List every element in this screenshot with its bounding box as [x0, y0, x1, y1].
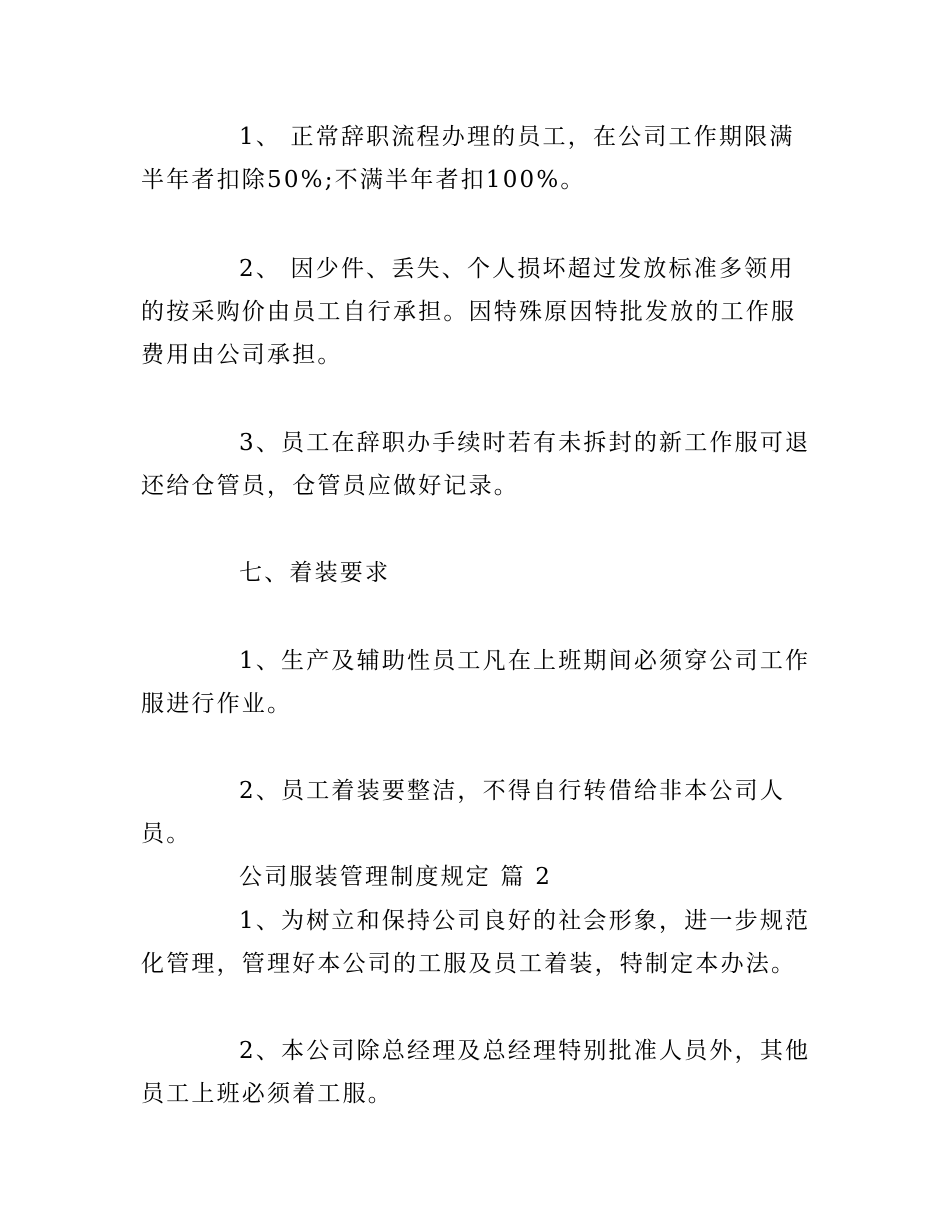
paragraph-neat-attire	[141, 770, 813, 856]
paragraph-text: 1、生产及辅助性员工凡在上班期间必须穿公司工作服进行作业。	[141, 648, 811, 717]
paragraph-text: 1、为树立和保持公司良好的社会形象，进一步规范化管理，管理好本公司的工服及员工着装，特制定本办法。	[141, 908, 811, 977]
paragraph-return-uniform	[141, 422, 813, 508]
paragraph-uniform-scope	[141, 1030, 813, 1116]
section-title-dress-code: 七、着装要求	[239, 560, 391, 586]
paragraph-text: 2、本公司除总经理及总经理特别批准人员外，其他员工上班必须着工服。	[141, 1038, 811, 1107]
paragraph-text: 2、 因少件、丢失、个人损坏超过发放标准多领用的按采购价由员工自行承担。因特殊原因特批发放的工作服费用由公司承担。	[141, 256, 797, 368]
paragraph-text: 2、员工着装要整洁，不得自行转借给非本公司人员。	[141, 778, 786, 847]
paragraph-work-uniform-required	[141, 640, 813, 726]
article-title: 公司服装管理制度规定 篇 2	[239, 864, 553, 890]
paragraph-text: 3、员工在辞职办手续时若有未拆封的新工作服可退还给仓管员，仓管员应做好记录。	[141, 430, 811, 499]
paragraph-lost-damage	[141, 248, 813, 377]
paragraph-resignation-deduction	[141, 116, 813, 202]
paragraph-text: 1、 正常辞职流程办理的员工，在公司工作期限满半年者扣除50%;不满半年者扣100%。	[141, 124, 795, 193]
paragraph-purpose	[141, 900, 813, 986]
